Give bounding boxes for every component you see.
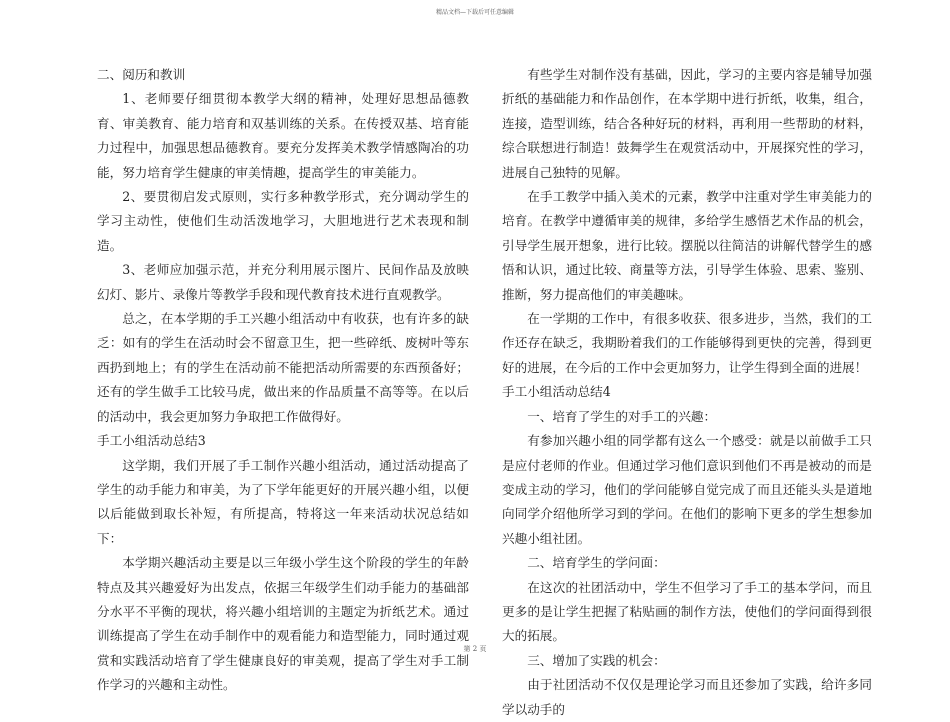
paragraph: 有参加兴趣小组的同学都有这么一个感受：就是以前做手工只是应付老师的作业。但通过学习他们意识到他们不再是被动的而是变成主动的学习，他们的学问能够自觉完成了而且还能头头是道地向同学介绍他所学习到的学问。在他们的影响下更多的学生想参加兴趣小组社团。 — [502, 433, 872, 546]
paragraph: 3、老师应加强示范，并充分利用展示图片、民间作品及放映幻灯、影片、录像片等教学手段和现代教育技术进行直观教学。 — [97, 262, 469, 302]
paragraph: 1、老师要仔细贯彻本教学大纲的精神，处理好思想品德教育、审美教育、能力培育和双基训练的关系。在传授双基、培育能力过程中，加强思想品德教育。要充分发挥美术教学情感陶冶的功能，努力培育学生健康的审美情趣，提高学生的审美能力。 — [97, 91, 469, 180]
paragraph: 总之，在本学期的手工兴趣小组活动中有收获，也有许多的缺乏：如有的学生在活动时会不留意卫生，把一些碎纸、废树叶等东西扔到地上；有的学生在活动前不能把活动所需要的东西预备好；还有的学生做手工比较马虎，做出来的作品质量不高等等。在以后的活动中，我会更加努力争取把工作做得好。 — [97, 311, 469, 424]
section-title: 手工小组活动总结4 — [502, 384, 611, 400]
paragraph: 由于社团活动不仅仅是理论学习而且还参加了实践，给许多同学以动手的 — [502, 677, 872, 717]
paragraph: 这学期，我们开展了手工制作兴趣小组活动，通过活动提高了学生的动手能力和审美，为了下学年能更好的开展兴趣小组，以便以后能做到取长补短，有所提高，特将这一年来活动状况总结如下： — [97, 457, 469, 546]
paragraph: 在一学期的工作中，有很多收获、很多进步，当然，我们的工作还存在缺乏，我期盼着我们的工作能够得到更快的完善，得到更好的进展，在今后的工作中会更加努力，让学生得到全面的进展！ — [502, 311, 872, 375]
section-title: 手工小组活动总结3 — [97, 433, 206, 449]
paragraph: 2、要贯彻启发式原则，实行多种教学形式，充分调动学生的学习主动性，使他们生动活泼地学习，大胆地进行艺术表现和制造。 — [97, 189, 469, 253]
paragraph: 有些学生对制作没有基础，因此，学习的主要内容是辅导加强折纸的基础能力和作品创作，在本学期中进行折纸，收集，组合，连接，造型训练，结合各种好玩的材料，再利用一些帮助的材料，综合联想进行制造！鼓舞学生在观赏活动中，开展探究性的学习，进展自己独特的见解。 — [502, 67, 872, 180]
left-column — [97, 63, 469, 698]
page-header: 精品文档—下载后可任意编辑 — [435, 9, 514, 16]
paragraph: 在手工教学中插入美术的元素，教学中注重对学生审美能力的培育。在教学中遵循审美的规律，多给学生感悟艺术作品的机会，引导学生展开想象，进行比较。摆脱以往简洁的讲解代替学生的感悟和认识，通过比较、商量等方法，引导学生体验、思索、鉴别、推断，努力提高他们的审美趣味。 — [502, 189, 872, 302]
section-heading: 二、阅历和教训 — [97, 67, 186, 82]
page-number: 第 2 页 — [463, 645, 487, 653]
paragraph: 三、增加了实践的机会： — [527, 652, 666, 668]
paragraph: 本学期兴趣活动主要是以三年级小学生这个阶段的学生的年龄特点及其兴趣爱好为出发点，依据三年级学生们动手能力的基础部分水平不平衡的现状，将兴趣小组培训的主题定为折纸艺术。通过训练提高了学生在动手制作中的观看能力和造型能力，同时通过观赏和实践活动培育了学生健康良好的审美观，提高了学生对手工制作学习的兴趣和主动性。 — [97, 555, 469, 693]
paragraph: 在这次的社团活动中，学生不但学习了手工的基本学问，而且更多的是让学生把握了粘贴画的制作方法，使他们的学问面得到很大的拓展。 — [502, 579, 872, 644]
paragraph: 二、培育学生的学问面： — [527, 555, 666, 571]
paragraph: 一、培育了学生的对手工的兴趣： — [527, 408, 717, 424]
right-column — [502, 63, 872, 722]
